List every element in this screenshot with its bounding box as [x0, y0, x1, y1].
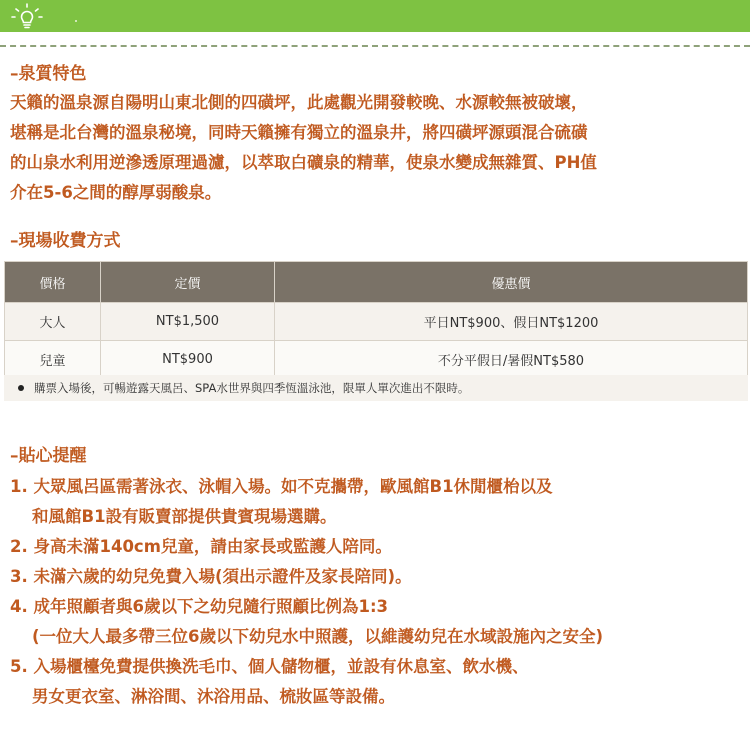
table-row: [5, 341, 748, 379]
paragraph-line: 的山泉水利用逆滲透原理過濾，以萃取白礦泉的精華，使泉水變成無雜質、PH值: [10, 153, 597, 172]
list-item: 2. 身高未滿140cm兒童，請由家長或監護人陪同。: [10, 537, 392, 556]
dashed-divider: [0, 45, 750, 47]
child-discount-price: 不分平假日/暑假NT$580: [275, 341, 748, 379]
list-item: 4. 成年照顧者與6歲以下之幼兒隨行照顧比例為1:3: [10, 597, 389, 616]
pricing-heading: –現場收費方式: [10, 231, 121, 251]
list-item: 5. 入場櫃檯免費提供換洗毛巾、個人儲物櫃，並設有休息室、飲水機、: [10, 657, 529, 676]
child-list-price: NT$900: [101, 341, 275, 379]
reminders-heading: –貼心提醒: [10, 446, 87, 466]
table-header-row: [5, 262, 748, 303]
row-label-child: 兒童: [5, 341, 101, 379]
row-label-adult: 大人: [5, 303, 101, 341]
bullet-icon: [18, 385, 24, 391]
list-item-continuation: 男女更衣室、淋浴間、沐浴用品、梳妝區等設備。: [32, 687, 395, 706]
column-header-discount-price: 優惠價: [275, 262, 748, 303]
pricing-note-text: 購票入場後，可暢遊露天風呂、SPA水世界與四季恆溫泳池，限單人單次進出不限時。: [34, 381, 470, 395]
pricing-note: [4, 375, 748, 401]
lightbulb-icon: [8, 3, 46, 29]
banner-dot: [75, 20, 77, 22]
spring-quality-heading: –泉質特色: [10, 64, 87, 84]
pricing-table: [4, 261, 748, 379]
list-item-continuation: (一位大人最多帶三位6歲以下幼兒水中照護，以維護幼兒在水域設施內之安全): [32, 627, 604, 646]
column-header-list-price: 定價: [101, 262, 275, 303]
top-banner: [0, 0, 750, 32]
adult-list-price: NT$1,500: [101, 303, 275, 341]
reminders-list: [10, 472, 748, 712]
paragraph-line: 介在5-6之間的醇厚弱酸泉。: [10, 183, 222, 202]
list-item: 3. 未滿六歲的幼兒免費入場(須出示證件及家長陪同)。: [10, 567, 412, 586]
spring-quality-paragraph: [10, 88, 748, 208]
list-item: 1. 大眾風呂區需著泳衣、泳帽入場。如不克攜帶，歐風館B1休閒櫃枱以及: [10, 477, 553, 496]
paragraph-line: 天籟的溫泉源自陽明山東北側的四磺坪，此處觀光開發較晚、水源較無被破壞，: [10, 93, 588, 112]
table-row: [5, 303, 748, 341]
list-item-continuation: 和風館B1設有販賣部提供貴賓現場選購。: [32, 507, 337, 526]
paragraph-line: 堪稱是北台灣的溫泉秘境，同時天籟擁有獨立的溫泉井，將四磺坪源頭混合硫磺: [10, 123, 588, 142]
column-header-price: 價格: [5, 262, 101, 303]
adult-discount-price: 平日NT$900、假日NT$1200: [275, 303, 748, 341]
